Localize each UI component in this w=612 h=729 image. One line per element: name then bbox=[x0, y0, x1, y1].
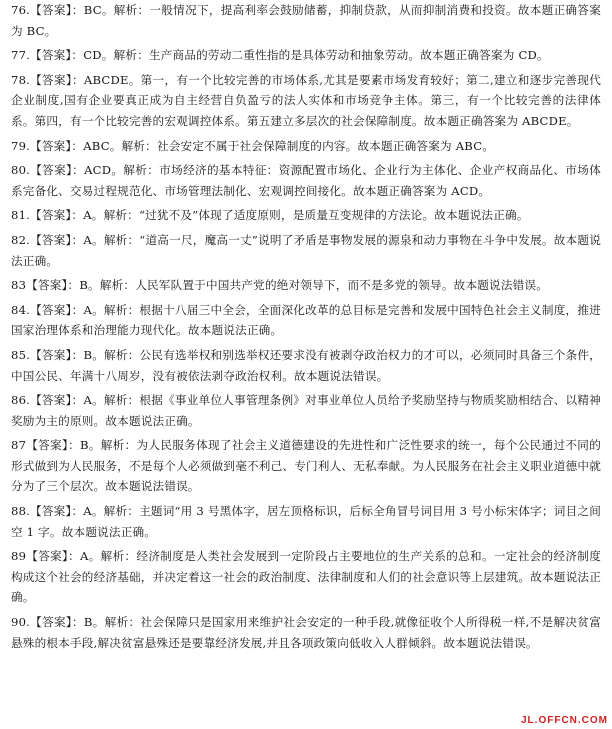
answer-item-88: 88.【答案】：A。解析：主题词“用 3 号黑体字，居左顶格标识，后标全角冒号词目用 3 号小标宋体字；词目之间空 1 字。故本题说法正确。 bbox=[11, 504, 601, 539]
answer-item-89: 89【答案】：A。解析：经济制度是人类社会发展到一定阶段占主要地位的生产关系的总和。一定社会的经济制度构成这个社会的经济基础，并决定着这一社会的政治制度、法律制度和人们的社会意识等上层建筑。故本题说法正确。 bbox=[11, 549, 601, 605]
answer-item-78: 78.【答案】：ABCDE。第一，有一个比较完善的市场体系,尤其是要素市场发育较好；第二,建立和逐步完善现代企业制度,国有企业要真正成为自主经营自负盈亏的法人实体和市场竞争主体。第三，有一个比较完善的法律体系。第四，有一个比较完善的宏观调控体系。第五建立多层次的社会保障制度。故本题正确答案为 ABCDE。 bbox=[11, 72, 601, 128]
answer-item-80: 80.【答案】：ACD。解析：市场经济的基本特征：资源配置市场化、企业行为主体化、企业产权商品化、市场体系完备化、交易过程规范化、市场管理法制化、宏观调控间接化。故本题正确答案为 ACD。 bbox=[11, 163, 601, 198]
answer-item-85: 85.【答案】：B。解析：公民有选举权和别选举权还要求没有被剥夺政治权力的才可以，必须同时具备三个条件，中国公民、年满十八周岁，没有被依法剥夺政治权利。故本题说法错误。 bbox=[11, 347, 601, 383]
answer-item-83: 83【答案】：B。解析：人民军队置于中国共产党的绝对领导下，而不是多党的领导。故本题说法错误。 bbox=[11, 278, 549, 293]
answer-item-84: 84.【答案】：A。解析：根据十八届三中全会，全面深化改革的总目标是完善和发展中国特色社会主义制度，推进国家治理体系和治理能力现代化。故本题说法正确。 bbox=[11, 302, 601, 338]
answer-item-86: 86.【答案】：A。解析：根据《事业单位人事管理条例》对事业单位人员给予奖励坚持与物质奖励相结合、以精神奖励为主的原则。故本题说法正确。 bbox=[11, 393, 601, 428]
answer-list bbox=[11, 0, 601, 657]
answer-item-81: 81.【答案】：A。解析：“过犹不及”体现了适度原则，是质量互变规律的方法论。故本题说法正确。 bbox=[11, 208, 529, 223]
answer-item-79: 79.【答案】：ABC。解析：社会安定不属于社会保障制度的内容。故本题正确答案为 ABC。 bbox=[11, 138, 495, 153]
answer-item-87: 87【答案】：B。解析：为人民服务体现了社会主义道德建设的先进性和广泛性要求的统一，每个公民通过不同的形式做到为人民服务，不是每个人必须做到毫不利己、专门利人、无私奉献。为人民服务在社会主义职业道德中就分为了三个层次。故本题说法错误。 bbox=[11, 438, 601, 494]
answer-item-90: 90.【答案】：B。解析：社会保障只是国家用来维护社会安定的一种手段,就像征收个人所得税一样,不是解决贫富悬殊的根本手段,解决贫富悬殊还是要靠经济发展,并且各项政策向低收入人群倾斜。故本题说法错误。 bbox=[11, 615, 601, 650]
answer-item-82: 82.【答案】：A。解析：“道高一尺，魔高一丈”说明了矛盾是事物发展的源泉和动力事物在斗争中发展。故本题说法正确。 bbox=[11, 232, 601, 268]
answer-item-77: 77.【答案】：CD。解析：生产商品的劳动二重性指的是具体劳动和抽象劳动。故本题正确答案为 CD。 bbox=[11, 48, 549, 63]
answer-item-76: 76.【答案】：BC。解析：一般情况下，提高利率会鼓励储蓄，抑制贷款，从而抑制消费和投资。故本题正确答案为 BC。 bbox=[11, 3, 601, 38]
site-watermark: JL.OFFCN.COM bbox=[521, 715, 608, 726]
